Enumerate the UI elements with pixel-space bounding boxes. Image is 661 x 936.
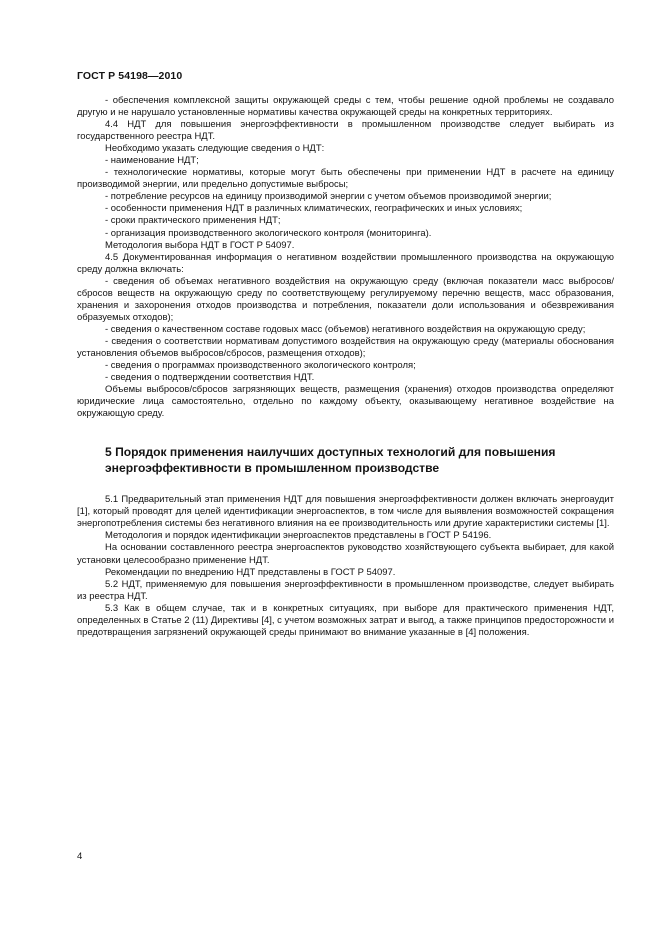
section-5-heading: 5 Порядок применения наилучших доступных технологий для повышения энергоэффективности в промышленном производстве [105,445,556,475]
paragraph: - обеспечения комплексной защиты окружающей среды с тем, чтобы решение одной проблемы не создавало другую и не нарушало установленные нормативы качества окружающей среды на конкретных территориях. [77,95,614,119]
paragraph-5-1: 5.1 Предварительный этап применения НДТ для повышения энергоэффективности должен включать энергоаудит [1], который проводят для целей идентификации энергоаспектов, в том числе для выявления возможностей сокращения энергопотребления системы без негативного влияния на ее производительность или другие характеристики системы [1]. [77,494,614,530]
paragraph: Методология и порядок идентификации энергоаспектов представлены в ГОСТ Р 54196. [105,530,492,542]
list-item: - потребление ресурсов на единицу производимой энергии с учетом объемов производимой энергии; [105,191,552,203]
paragraph-5-2: 5.2 НДТ, применяемую для повышения энергоэффективности в промышленном производстве, следует выбирать из реестра НДТ. [77,578,614,602]
list-item: - наименование НДТ; [105,155,199,167]
list-item: - сведения о программах производственного экологического контроля; [105,360,416,372]
list-item: - особенности применения НДТ в различных климатических, географических и иных условиях; [105,203,523,215]
document-header: ГОСТ Р 54198—2010 [77,70,183,82]
paragraph: Объемы выбросов/сбросов загрязняющих веществ, размещения (хранения) отходов производства определяют юридические лица самостоятельно, отдельно по каждому объекту, оказывающему негативное воздействие на окружающую среду. [77,384,614,420]
paragraph: Необходимо указать следующие сведения о НДТ: [105,143,325,155]
paragraph-5-3: 5.3 Как в общем случае, так и в конкретных ситуациях, при выборе для практического применения НДТ, определенных в Статье 2 (11) Директивы [4], с учетом возможных затрат и выгод, а также принципов предосторожности и предотвращения загрязнений окружающей среды принимают во внимание указанные в [4] положения. [77,602,614,638]
list-item: - сведения о соответствии нормативам допустимого воздействия на окружающую среду (материалы обоснования установления объемов выбросов/сбросов, размещения отходов); [77,335,614,359]
list-item: - технологические нормативы, которые могут быть обеспечены при применении НДТ в расчете на единицу производимой энергии, или предельно допустимые выбросы; [77,167,614,191]
list-item: - сроки практического применения НДТ; [105,215,281,227]
paragraph-4-4: 4.4 НДТ для повышения энергоэффективности в промышленном производстве следует выбирать из государственного реестра НДТ. [77,119,614,143]
list-item: - сведения о подтверждении соответствия НДТ. [105,372,315,384]
list-item: - сведения о качественном составе годовых масс (объемов) негативного воздействия на окружающую среду; [105,323,586,335]
page-number: 4 [77,851,83,862]
paragraph-4-5: 4.5 Документированная информация о негативном воздействии промышленного производства на окружающую среду должна включать: [77,251,614,275]
paragraph: Рекомендации по внедрению НДТ представлены в ГОСТ Р 54097. [105,566,396,578]
paragraph: На основании составленного реестра энергоаспектов руководство хозяйствующего субъекта выбирает, для какой установки целесообразно применение НДТ. [77,542,614,566]
list-item: - организация производственного экологического контроля (мониторинга). [105,227,432,239]
paragraph: Методология выбора НДТ в ГОСТ Р 54097. [105,239,295,251]
list-item: - сведения об объемах негативного воздействия на окружающую среду (включая показатели масс выбросов/сбросов веществ на окружающую среду по соответствующему регулируемому перечню веществ, масс образования, хранения и захоронения отходов производства и потребления, показатели доли использования и обезвреживания образуемых отходов); [77,275,614,323]
page-content [77,95,614,639]
